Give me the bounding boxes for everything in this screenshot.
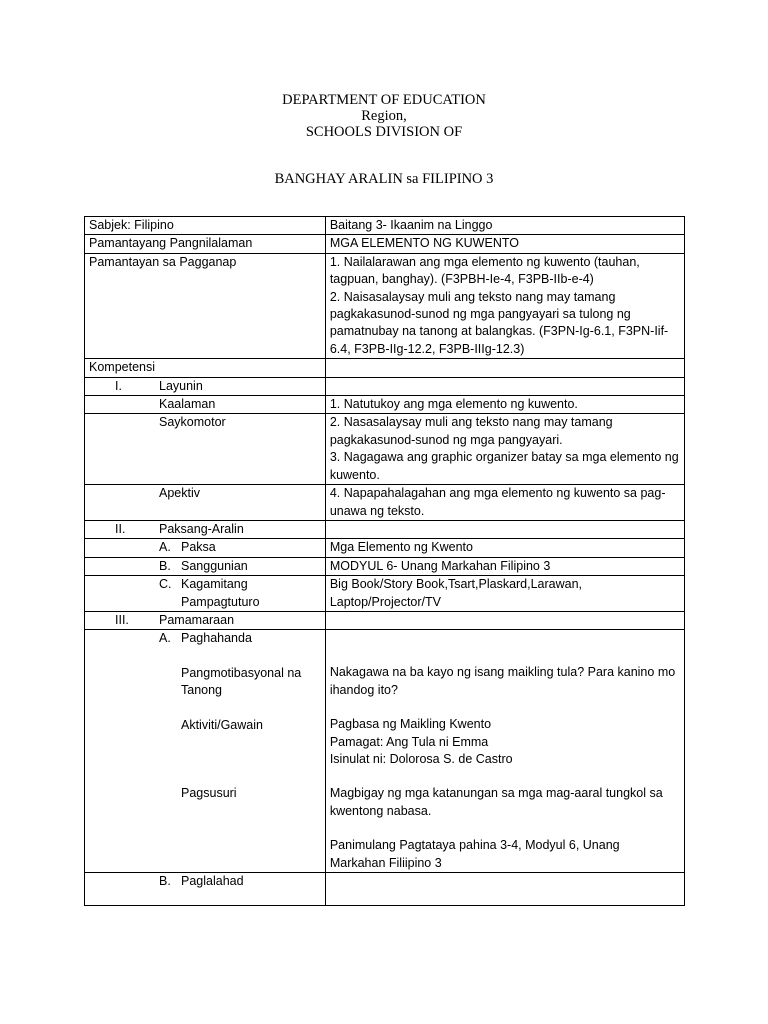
item-label: Pampagtuturo	[181, 594, 260, 609]
table-row	[85, 485, 685, 521]
header-department: DEPARTMENT OF EDUCATION	[282, 92, 486, 108]
text-line: Panimulang Pagtataya pahina 3-4, Modyul 6, Unang	[329, 838, 620, 853]
item-letter: A.	[159, 540, 171, 555]
text-line: Isinulat ni: Dolorosa S. de Castro	[329, 751, 513, 766]
item-label: Paksa	[181, 540, 216, 555]
text-line: 3. Nagagawa ang graphic organizer batay sa mga elemento ng	[329, 450, 679, 465]
header-division: SCHOOLS DIVISION OF	[305, 124, 463, 140]
section-number: I.	[115, 378, 122, 393]
text-line: 6.4, F3PB-IIg-12.2, F3PB-IIIg-12.3)	[329, 341, 525, 356]
knowledge-value: 1. Natutukoy ang mga elemento ng kuwento.	[325, 396, 684, 414]
item-letter: C.	[159, 577, 172, 592]
text-line: 4. Napapahalagahan ang mga elemento ng kuwento sa pag-	[329, 486, 666, 501]
table-row	[85, 217, 685, 235]
table-row	[85, 873, 685, 906]
knowledge-label: Kaalaman	[85, 396, 326, 414]
text-line: Magbigay ng mga katanungan sa mga mag-aaral tungkol sa	[329, 786, 663, 801]
table-row	[85, 630, 685, 873]
psychomotor-label: Saykomotor	[85, 414, 326, 485]
subject-matter-label	[85, 520, 326, 538]
text-line: ihandog ito?	[329, 682, 398, 697]
affective-label: Apektiv	[85, 485, 326, 521]
table-row	[85, 557, 685, 575]
competency-label: Kompetensi	[85, 359, 326, 377]
lesson-plan-table	[84, 216, 685, 906]
performance-standard-label: Pamantayan sa Pagganap	[85, 253, 326, 358]
section-label: Layunin	[159, 378, 203, 393]
table-row	[85, 520, 685, 538]
subject-cell: Sabjek: Filipino	[85, 217, 326, 235]
text-line: 1. Nailalarawan ang mga elemento ng kuwento (tauhan,	[329, 254, 640, 269]
item-letter: A.	[159, 631, 171, 646]
item-letter: B.	[159, 558, 171, 573]
text-line: pamatnubay na tanong at balangkas. (F3PN-Ig-6.1, F3PN-Iif-	[329, 324, 669, 339]
topic-label	[85, 539, 326, 557]
section-label: Paksang-Aralin	[159, 521, 244, 536]
text-line: Markahan Filiipino 3	[329, 855, 442, 870]
table-row	[85, 539, 685, 557]
motivational-label: Tanong	[181, 683, 223, 698]
presentation-label	[85, 873, 326, 906]
header-region: Region,	[361, 108, 407, 124]
psychomotor-value	[325, 414, 684, 485]
motivational-label: Pangmotibasyonal na	[181, 665, 302, 680]
grade-cell: Baitang 3- Ikaanim na Linggo	[325, 217, 684, 235]
item-label: Kagamitang	[181, 577, 248, 592]
objectives-label	[85, 377, 326, 395]
empty-cell	[325, 520, 684, 538]
performance-standard-value	[325, 253, 684, 358]
empty-cell	[325, 377, 684, 395]
table-row	[85, 359, 685, 377]
empty-cell	[325, 359, 684, 377]
empty-cell	[325, 611, 684, 629]
content-standard-value: MGA ELEMENTO NG KUWENTO	[325, 235, 684, 253]
table-row	[85, 253, 685, 358]
text-line: 2. Naisasalaysay muli ang teksto nang may tamang	[329, 289, 616, 304]
item-label: Paghahanda	[181, 631, 252, 646]
document-header	[0, 92, 768, 140]
text-line: kuwento.	[329, 467, 380, 482]
item-label: Paglalahad	[181, 874, 244, 888]
activity-label: Aktiviti/Gawain	[181, 717, 263, 732]
materials-value	[325, 576, 684, 612]
section-number: II.	[115, 521, 126, 536]
document-title: BANGHAY ARALIN sa FILIPINO 3	[274, 171, 494, 187]
table-row	[85, 396, 685, 414]
table-row	[85, 235, 685, 253]
text-line: unawa ng teksto.	[329, 503, 425, 518]
preparation-labels	[85, 630, 326, 873]
text-line: pagkakasunod-sunod ng mga pangyayari.	[329, 432, 563, 447]
table-row	[85, 576, 685, 612]
table-row	[85, 611, 685, 629]
affective-value	[325, 485, 684, 521]
procedure-label	[85, 611, 326, 629]
text-line: Nakagawa na ba kayo ng isang maikling tula? Para kanino mo	[329, 665, 676, 680]
text-line: Big Book/Story Book,Tsart,Plaskard,Larawan,	[329, 577, 583, 592]
materials-label	[85, 576, 326, 612]
section-label: Pamamaraan	[159, 612, 235, 627]
text-line: kwentong nabasa.	[329, 803, 432, 818]
item-label: Sanggunian	[181, 558, 248, 573]
item-letter: B.	[159, 874, 171, 888]
table-row	[85, 377, 685, 395]
preparation-values	[325, 630, 684, 873]
text-line: pagkakasunod-sunod ng mga pangyayari sa tulong ng	[329, 307, 631, 322]
text-line: tagpuan, banghay). (F3PBH-Ie-4, F3PB-IIb-e-4)	[329, 272, 594, 287]
topic-value: Mga Elemento ng Kwento	[325, 539, 684, 557]
text-line: Pamagat: Ang Tula ni Emma	[329, 734, 489, 749]
analysis-label: Pagsusuri	[181, 785, 237, 800]
empty-cell	[325, 873, 684, 906]
reference-label	[85, 557, 326, 575]
section-number: III.	[115, 612, 129, 627]
text-line: Laptop/Projector/TV	[329, 594, 441, 609]
text-line: 2. Nasasalaysay muli ang teksto nang may tamang	[329, 415, 613, 430]
content-standard-label: Pamantayang Pangnilalaman	[85, 235, 326, 253]
text-line: Pagbasa ng Maikling Kwento	[329, 717, 492, 732]
reference-value: MODYUL 6- Unang Markahan Filipino 3	[325, 557, 684, 575]
table-row	[85, 414, 685, 485]
